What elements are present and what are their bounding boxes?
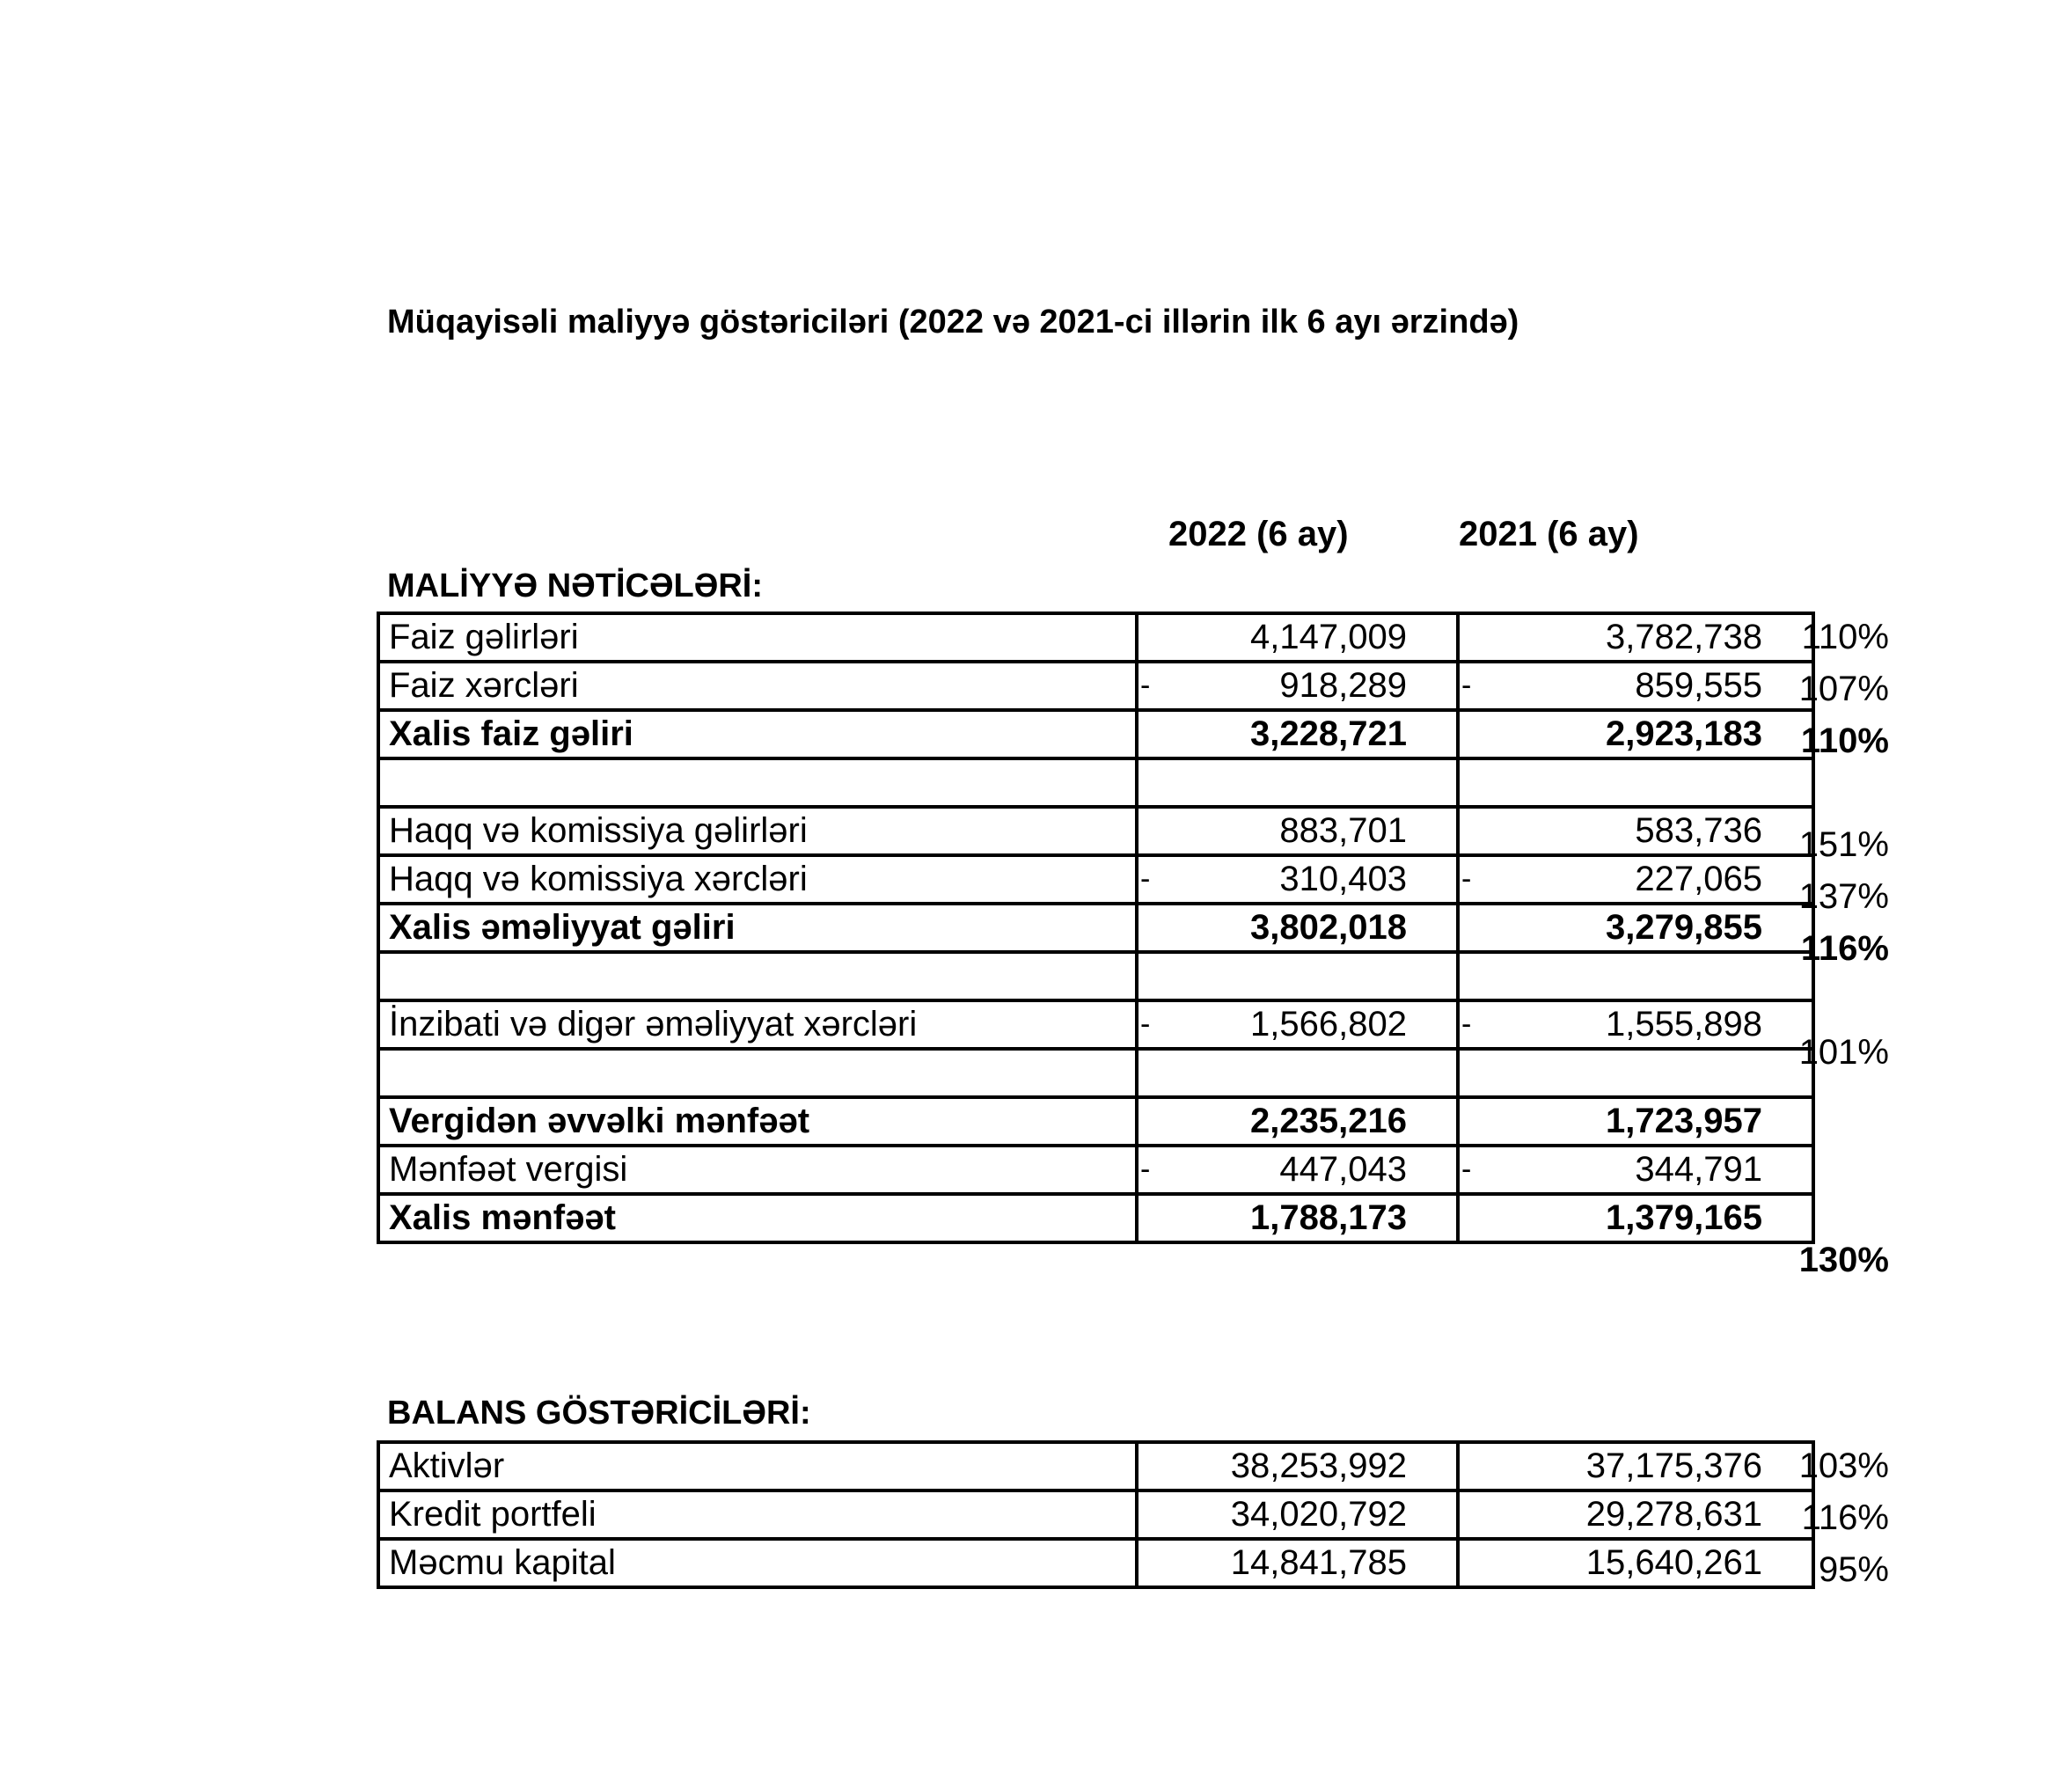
table-row [378,710,1813,758]
table-row [378,1539,1813,1587]
percent-change: 103% [1798,1446,1889,1485]
row-label [378,952,1137,1000]
value-2021 [1458,662,1813,710]
value-2022 [1137,904,1458,952]
value-2021 [1458,613,1813,662]
value-text: 3,279,855 [1606,908,1762,947]
row-label: Haqq və komissiya xərcləri [378,855,1137,904]
value-2021 [1458,1049,1813,1097]
negative-marker: - [1461,862,1472,896]
value-2022 [1137,1442,1458,1490]
percent-change: 130% [1798,1241,1889,1279]
value-2021 [1458,1490,1813,1539]
value-2022 [1137,1049,1458,1097]
percent-change: 151% [1798,825,1889,864]
value-2022 [1137,758,1458,807]
value-text: 3,228,721 [1250,714,1407,753]
value-2021 [1458,1097,1813,1146]
balance-indicators-table [377,1440,1815,1589]
value-2021 [1458,1194,1813,1242]
value-text: 3,802,018 [1250,908,1407,947]
value-text: 2,235,216 [1250,1102,1407,1140]
table-row [378,807,1813,855]
value-text: 344,791 [1635,1150,1762,1189]
table-row [378,662,1813,710]
row-label: Faiz gəlirləri [378,613,1137,662]
percent-change: 107% [1798,670,1889,708]
value-text: 15,640,261 [1585,1543,1762,1582]
value-text: 918,289 [1279,666,1407,705]
row-label: Xalis faiz gəliri [378,710,1137,758]
value-2021 [1458,758,1813,807]
percent-change: 116% [1800,929,1889,968]
percent-change: 116% [1801,1498,1889,1537]
value-text: 14,841,785 [1230,1543,1407,1582]
table-row [378,1000,1813,1049]
negative-marker: - [1140,669,1151,702]
value-text: 38,253,992 [1230,1446,1407,1485]
table-row [378,904,1813,952]
value-text: 859,555 [1635,666,1762,705]
value-text: 1,723,957 [1606,1102,1762,1140]
table-row [378,1442,1813,1490]
column-header-2021: 2021 (6 ay) [1459,515,1639,553]
table-row [378,758,1813,807]
row-label: Mənfəət vergisi [378,1146,1137,1194]
value-2022 [1137,855,1458,904]
row-label: Xalis əməliyyat gəliri [378,904,1137,952]
percent-change: 110% [1800,721,1889,760]
percent-change: 110% [1801,618,1889,656]
value-text: 1,555,898 [1606,1005,1762,1044]
table-row [378,1049,1813,1097]
value-2021 [1458,1146,1813,1194]
value-2021 [1458,1000,1813,1049]
row-label: Faiz xərcləri [378,662,1137,710]
value-2021 [1458,855,1813,904]
negative-marker: - [1461,1007,1472,1041]
value-2022 [1137,952,1458,1000]
value-text: 227,065 [1635,860,1762,898]
table-row [378,952,1813,1000]
value-2021 [1458,904,1813,952]
value-text: 1,379,165 [1606,1198,1762,1237]
value-text: 3,782,738 [1606,618,1762,656]
value-text: 1,788,173 [1250,1198,1407,1237]
negative-marker: - [1140,1153,1151,1186]
percent-change: 101% [1798,1033,1889,1072]
value-2021 [1458,1442,1813,1490]
value-2022 [1137,1539,1458,1587]
value-2022 [1137,1097,1458,1146]
value-text: 583,736 [1635,811,1762,850]
column-header-2022: 2022 (6 ay) [1168,515,1349,553]
table-row [378,613,1813,662]
value-2022 [1137,1146,1458,1194]
value-text: 37,175,376 [1585,1446,1762,1485]
value-2021 [1458,1539,1813,1587]
row-label: Kredit portfeli [378,1490,1137,1539]
value-2022 [1137,1490,1458,1539]
value-2022 [1137,710,1458,758]
table-row [378,1097,1813,1146]
row-label: İnzibati və digər əməliyyat xərcləri [378,1000,1137,1049]
balance-indicators-heading: BALANS GÖSTƏRİCİLƏRİ: [387,1395,811,1432]
row-label: Aktivlər [378,1442,1137,1490]
negative-marker: - [1461,1153,1472,1186]
value-text: 2,923,183 [1606,714,1762,753]
negative-marker: - [1140,1007,1151,1041]
value-2022 [1137,662,1458,710]
row-label: Vergidən əvvəlki mənfəət [378,1097,1137,1146]
percent-change: 137% [1798,877,1889,916]
value-text: 447,043 [1279,1150,1407,1189]
table-row [378,1194,1813,1242]
value-text: 29,278,631 [1585,1495,1762,1534]
negative-marker: - [1461,669,1472,702]
financial-results-table [377,612,1815,1244]
row-label: Haqq və komissiya gəlirləri [378,807,1137,855]
row-label [378,758,1137,807]
percent-change: 95% [1818,1550,1889,1589]
value-text: 1,566,802 [1250,1005,1407,1044]
value-2021 [1458,710,1813,758]
value-text: 310,403 [1279,860,1407,898]
value-text: 34,020,792 [1230,1495,1407,1534]
value-text: 4,147,009 [1250,618,1407,656]
table-row [378,1146,1813,1194]
value-2022 [1137,1194,1458,1242]
value-2022 [1137,807,1458,855]
row-label: Məcmu kapital [378,1539,1137,1587]
financial-results-heading: MALİYYƏ NƏTİCƏLƏRİ: [387,568,763,604]
negative-marker: - [1140,862,1151,896]
value-2021 [1458,807,1813,855]
value-2021 [1458,952,1813,1000]
value-text: 883,701 [1279,811,1407,850]
value-2022 [1137,1000,1458,1049]
row-label [378,1049,1137,1097]
row-label: Xalis mənfəət [378,1194,1137,1242]
table-row [378,855,1813,904]
table-row [378,1490,1813,1539]
value-2022 [1137,613,1458,662]
page-title: Müqayisəli maliyyə göstəriciləri (2022 və 2021-ci illərin ilk 6 ayı ərzində) [387,304,1519,341]
